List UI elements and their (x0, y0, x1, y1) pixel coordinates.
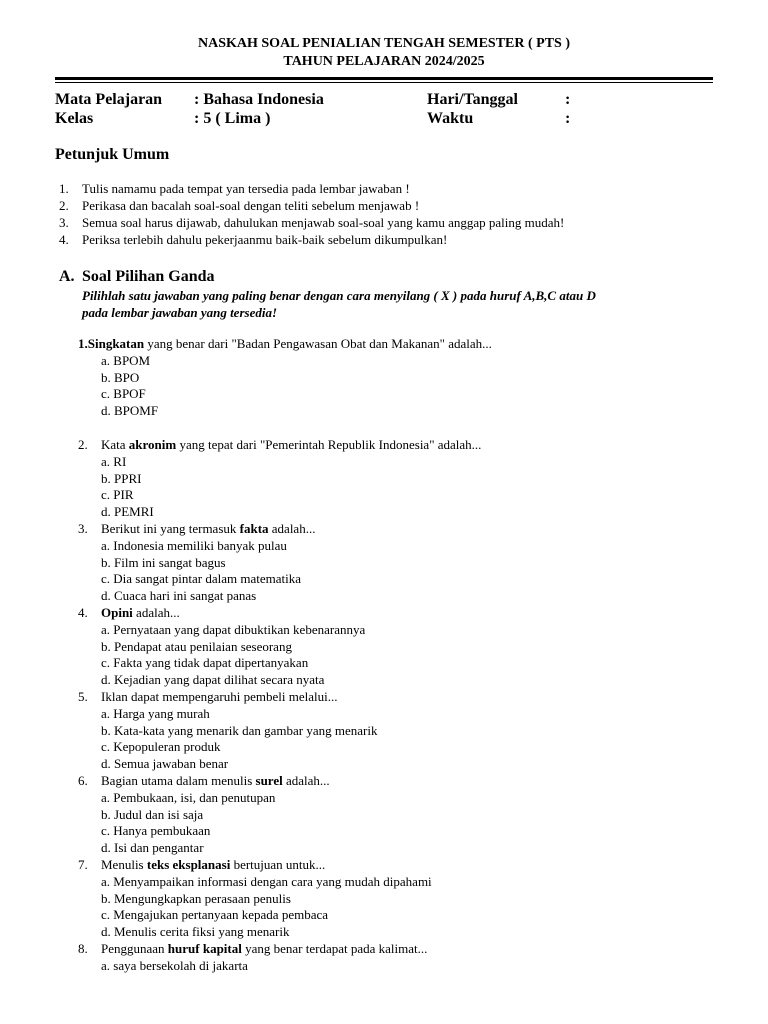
question-keyword: Opini (101, 605, 133, 620)
question-number: 8. (78, 941, 88, 956)
time-value: : (565, 110, 571, 127)
instruction-number: 3. (59, 215, 69, 230)
question-stem (78, 857, 432, 874)
question-stem (78, 336, 492, 353)
question-text: bertujuan untuk... (230, 857, 326, 872)
question-text: yang benar terdapat pada kalimat... (241, 941, 428, 956)
answer-option: d. Cuaca hari ini sangat panas (101, 588, 257, 604)
header-divider-thick (55, 77, 713, 80)
answer-option: d. PEMRI (101, 504, 154, 520)
answer-option: b. Pendapat atau penilaian seseorang (101, 638, 292, 654)
question-keyword: huruf kapital (167, 941, 242, 956)
question-number: 6. (78, 773, 88, 788)
question-number: 1. (78, 336, 88, 351)
section-a-instruction (82, 287, 712, 321)
question-3 (78, 521, 315, 605)
answer-option: a. Menyampaikan informasi dengan cara yang mudah dipahami (101, 873, 432, 889)
day-value: : (565, 91, 571, 108)
section-a-letter: A. (59, 268, 75, 285)
question-number: 5. (78, 689, 88, 704)
school-year-title: TAHUN PELAJARAN 2024/2025 (283, 54, 485, 69)
answer-option: b. Kata-kata yang menarik dan gambar yang menarik (101, 722, 378, 738)
answer-option: d. Isi dan pengantar (101, 840, 204, 856)
answer-option: c. Hanya pembukaan (101, 823, 211, 839)
question-stem (78, 605, 365, 622)
instruction-number: 1. (59, 181, 69, 196)
day-label: Hari/Tanggal (427, 91, 518, 108)
header-divider-thin (55, 82, 713, 83)
question-keyword: fakta (239, 521, 269, 536)
class-label: Kelas (55, 110, 94, 127)
answer-option: a. saya bersekolah di jakarta (101, 957, 248, 973)
question-text: yang tepat dari "Pemerintah Republik Indonesia" adalah... (176, 437, 482, 452)
question-text: adalah... (268, 521, 316, 536)
answer-option: c. Kepopuleran produk (101, 739, 221, 755)
instruction-item (59, 180, 564, 197)
section-a-title: Soal Pilihan Ganda (82, 268, 215, 285)
instruction-number: 2. (59, 198, 69, 213)
answer-option: c. Mengajukan pertanyaan kepada pembaca (101, 907, 329, 923)
answer-option: d. Menulis cerita fiksi yang menarik (101, 924, 290, 940)
answer-option: c. PIR (101, 487, 134, 503)
answer-option: a. BPOM (101, 352, 151, 368)
instruction-item (59, 197, 564, 214)
instruction-text: Tulis namamu pada tempat yan tersedia pada lembar jawaban ! (82, 181, 410, 196)
answer-option: c. BPOF (101, 386, 146, 402)
answer-option: d. Kejadian yang dapat dilihat secara nyata (101, 672, 325, 688)
question-keyword: Singkatan (87, 336, 145, 351)
question-keyword: teks eksplanasi (146, 857, 231, 872)
question-text: Kata (101, 437, 129, 452)
answer-option: d. BPOMF (101, 403, 159, 419)
answer-option: a. Pernyataan yang dapat dibuktikan kebenarannya (101, 621, 366, 637)
instruction-text: Perikasa dan bacalah soal-soal dengan teliti sebelum menjawab ! (82, 198, 420, 213)
answer-option: a. Indonesia memiliki banyak pulau (101, 537, 287, 553)
instruction-text: Semua soal harus dijawab, dahulukan menjawab soal-soal yang kamu anggap paling mudah! (82, 215, 565, 230)
question-text: adalah... (282, 773, 330, 788)
question-stem (78, 941, 427, 958)
answer-option: b. BPO (101, 369, 140, 385)
answer-option: a. Harga yang murah (101, 705, 210, 721)
instruction-text: Periksa terlebih dahulu pekerjaanmu baik-baik sebelum dikumpulkan! (82, 232, 448, 247)
question-text: Penggunaan (101, 941, 168, 956)
question-text: yang benar dari "Badan Pengawasan Obat dan Makanan" adalah... (144, 336, 492, 351)
answer-option: c. Dia sangat pintar dalam matematika (101, 571, 301, 587)
question-number: 2. (78, 437, 88, 452)
subject-value: : Bahasa Indonesia (194, 91, 324, 108)
answer-option: a. RI (101, 453, 127, 469)
question-7 (78, 857, 432, 941)
question-text: Bagian utama dalam menulis (101, 773, 256, 788)
question-text: adalah... (132, 605, 180, 620)
answer-option: b. Mengungkapkan perasaan penulis (101, 890, 291, 906)
question-stem (78, 773, 330, 790)
subject-label: Mata Pelajaran (55, 91, 163, 108)
question-number: 3. (78, 521, 88, 536)
question-1 (78, 336, 492, 420)
question-stem (78, 521, 315, 538)
answer-option: c. Fakta yang tidak dapat dipertanyakan (101, 655, 309, 671)
answer-option: b. PPRI (101, 470, 142, 486)
instruction-item (59, 231, 564, 248)
question-2 (78, 437, 481, 521)
answer-option: b. Film ini sangat bagus (101, 554, 226, 570)
question-number: 7. (78, 857, 88, 872)
question-stem (78, 689, 378, 706)
question-keyword: akronim (128, 437, 177, 452)
question-stem (78, 437, 481, 454)
general-instructions-heading: Petunjuk Umum (55, 146, 170, 163)
question-text: Menulis (101, 857, 147, 872)
time-label: Waktu (427, 110, 474, 127)
question-6 (78, 773, 330, 857)
answer-option: a. Pembukaan, isi, dan penutupan (101, 789, 276, 805)
instruction-item (59, 214, 564, 231)
class-value: : 5 ( Lima ) (194, 110, 271, 127)
question-4 (78, 605, 365, 689)
question-text: Berikut ini yang termasuk (101, 521, 240, 536)
answer-option: d. Semua jawaban benar (101, 756, 229, 772)
instruction-line: Pilihlah satu jawaban yang paling benar dengan cara menyilang ( X ) pada huruf A,B,C atau D (82, 288, 596, 303)
answer-option: b. Judul dan isi saja (101, 806, 204, 822)
general-instructions-list (59, 180, 564, 248)
question-5 (78, 689, 378, 773)
instruction-number: 4. (59, 232, 69, 247)
instruction-line: pada lembar jawaban yang tersedia! (82, 305, 278, 320)
question-number: 4. (78, 605, 88, 620)
exam-title: NASKAH SOAL PENIALIAN TENGAH SEMESTER ( PTS ) (198, 36, 570, 51)
question-text: Iklan dapat mempengaruhi pembeli melalui... (101, 689, 338, 704)
question-keyword: surel (255, 773, 283, 788)
question-8 (78, 941, 427, 975)
